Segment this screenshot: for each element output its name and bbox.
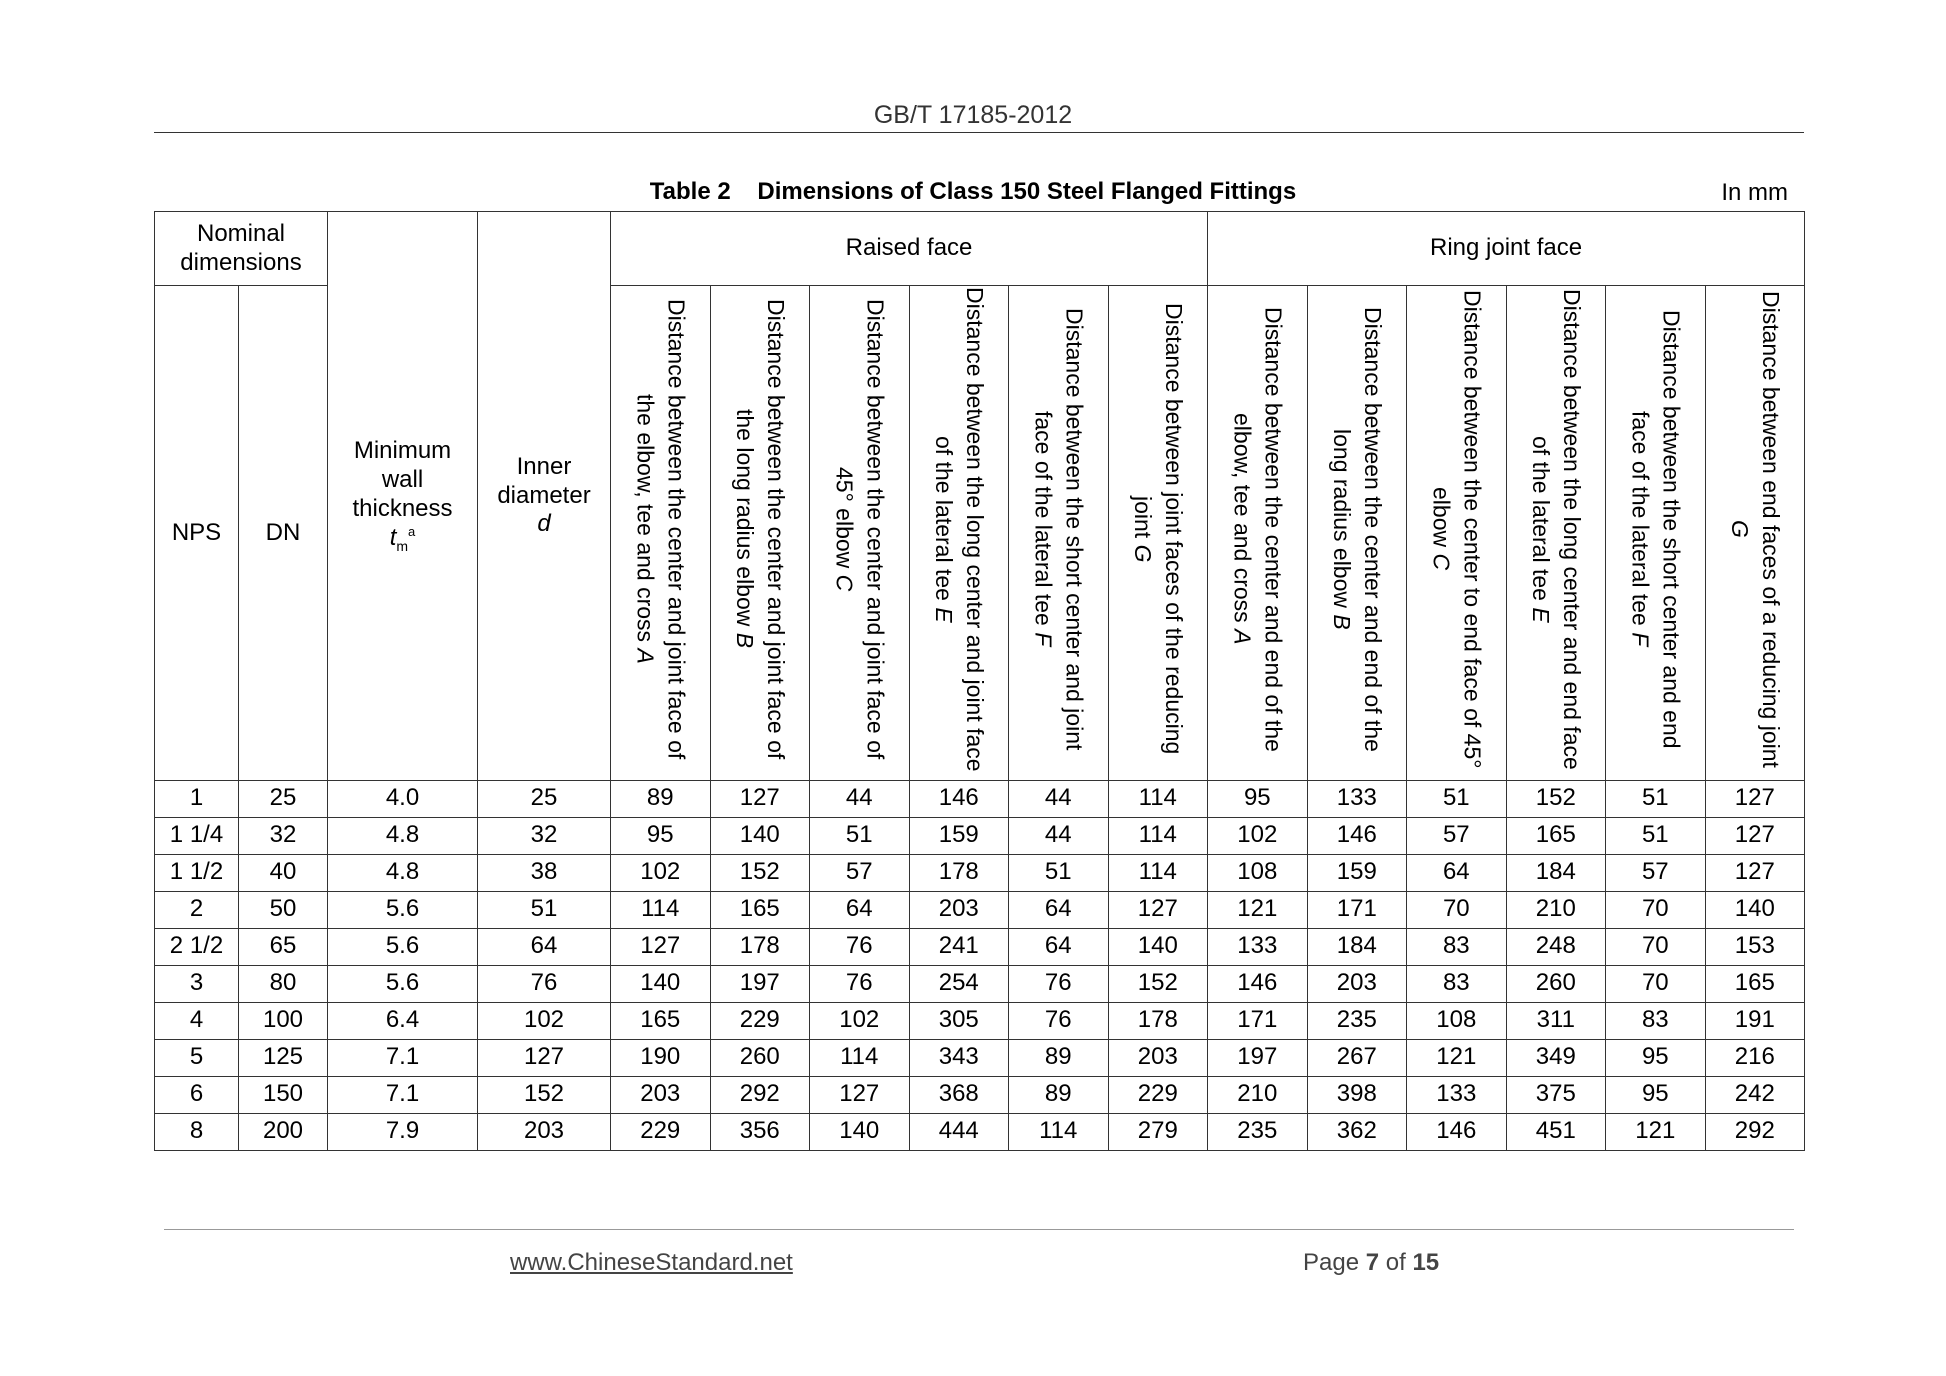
ring-joint-face-header: Ring joint face bbox=[1208, 212, 1805, 286]
raised-col-header: Distance between the center and joint face of 45° elbow C bbox=[810, 286, 910, 781]
table-cell: 368 bbox=[909, 1076, 1009, 1113]
table-cell: 190 bbox=[611, 1039, 711, 1076]
table-cell: 235 bbox=[1208, 1113, 1308, 1150]
table-cell: 260 bbox=[1506, 965, 1606, 1002]
table-cell: 7.1 bbox=[328, 1039, 478, 1076]
table-cell: 51 bbox=[1009, 854, 1109, 891]
table-cell: 248 bbox=[1506, 928, 1606, 965]
table-cell: 127 bbox=[710, 780, 810, 817]
table-cell: 235 bbox=[1307, 1002, 1407, 1039]
table-cell: 216 bbox=[1705, 1039, 1805, 1076]
table-cell: 57 bbox=[810, 854, 910, 891]
table-cell: 89 bbox=[1009, 1039, 1109, 1076]
table-row bbox=[155, 1113, 1805, 1150]
table-cell: 267 bbox=[1307, 1039, 1407, 1076]
table-cell: 5.6 bbox=[328, 928, 478, 965]
table-cell: 57 bbox=[1407, 817, 1507, 854]
header-divider bbox=[154, 132, 1804, 133]
table-cell: 159 bbox=[1307, 854, 1407, 891]
table-cell: 229 bbox=[611, 1113, 711, 1150]
table-cell: 165 bbox=[611, 1002, 711, 1039]
table-cell: 292 bbox=[1705, 1113, 1805, 1150]
table-cell: 95 bbox=[1606, 1076, 1706, 1113]
table-cell: 114 bbox=[1009, 1113, 1109, 1150]
table-cell: 229 bbox=[710, 1002, 810, 1039]
table-cell: 83 bbox=[1606, 1002, 1706, 1039]
table-cell: 6 bbox=[155, 1076, 239, 1113]
table-cell: 95 bbox=[1208, 780, 1308, 817]
table-cell: 159 bbox=[909, 817, 1009, 854]
table-cell: 171 bbox=[1307, 891, 1407, 928]
table-cell: 95 bbox=[1606, 1039, 1706, 1076]
table-cell: 165 bbox=[1506, 817, 1606, 854]
table-cell: 127 bbox=[1705, 780, 1805, 817]
table-cell: 4.8 bbox=[328, 854, 478, 891]
table-row bbox=[155, 1002, 1805, 1039]
table-cell: 349 bbox=[1506, 1039, 1606, 1076]
table-row bbox=[155, 780, 1805, 817]
table-cell: 398 bbox=[1307, 1076, 1407, 1113]
table-cell: 229 bbox=[1108, 1076, 1208, 1113]
table-cell: 1 bbox=[155, 780, 239, 817]
raised-col-header: Distance between the short center and joint face of the lateral tee F bbox=[1009, 286, 1109, 781]
table-cell: 152 bbox=[478, 1076, 611, 1113]
ring-col-header: Distance between end faces of a reducing joint G bbox=[1705, 286, 1805, 781]
table-cell: 292 bbox=[710, 1076, 810, 1113]
table-cell: 178 bbox=[1108, 1002, 1208, 1039]
table-cell: 83 bbox=[1407, 965, 1507, 1002]
table-cell: 152 bbox=[710, 854, 810, 891]
table-cell: 133 bbox=[1208, 928, 1308, 965]
table-cell: 7.9 bbox=[328, 1113, 478, 1150]
table-row bbox=[155, 891, 1805, 928]
table-cell: 178 bbox=[909, 854, 1009, 891]
table-cell: 1 1/2 bbox=[155, 854, 239, 891]
table-cell: 254 bbox=[909, 965, 1009, 1002]
table-cell: 25 bbox=[239, 780, 328, 817]
table-cell: 114 bbox=[1108, 780, 1208, 817]
table-cell: 50 bbox=[239, 891, 328, 928]
table-cell: 200 bbox=[239, 1113, 328, 1150]
table-cell: 121 bbox=[1606, 1113, 1706, 1150]
table-cell: 7.1 bbox=[328, 1076, 478, 1113]
table-cell: 152 bbox=[1108, 965, 1208, 1002]
table-cell: 108 bbox=[1407, 1002, 1507, 1039]
table-cell: 89 bbox=[611, 780, 711, 817]
min-wall-thickness-header: Minimum wall thickness $t_m^a$ bbox=[328, 212, 478, 781]
table-cell: 242 bbox=[1705, 1076, 1805, 1113]
table-cell: 279 bbox=[1108, 1113, 1208, 1150]
table-row bbox=[155, 1076, 1805, 1113]
footer-divider bbox=[164, 1229, 1794, 1230]
table-cell: 140 bbox=[1108, 928, 1208, 965]
table-cell: 2 bbox=[155, 891, 239, 928]
table-cell: 25 bbox=[478, 780, 611, 817]
table-cell: 51 bbox=[478, 891, 611, 928]
table-cell: 146 bbox=[1307, 817, 1407, 854]
table-cell: 133 bbox=[1407, 1076, 1507, 1113]
table-cell: 6.4 bbox=[328, 1002, 478, 1039]
table-cell: 51 bbox=[1606, 780, 1706, 817]
table-cell: 133 bbox=[1307, 780, 1407, 817]
table-cell: 140 bbox=[710, 817, 810, 854]
table-cell: 70 bbox=[1606, 965, 1706, 1002]
table-cell: 203 bbox=[1108, 1039, 1208, 1076]
table-cell: 191 bbox=[1705, 1002, 1805, 1039]
table-row bbox=[155, 965, 1805, 1002]
table-cell: 203 bbox=[611, 1076, 711, 1113]
raised-col-header: Distance between the long center and joint face of the lateral tee E bbox=[909, 286, 1009, 781]
table-cell: 178 bbox=[710, 928, 810, 965]
table-cell: 64 bbox=[810, 891, 910, 928]
table-cell: 64 bbox=[1407, 854, 1507, 891]
table-cell: 8 bbox=[155, 1113, 239, 1150]
table-cell: 184 bbox=[1506, 854, 1606, 891]
table-cell: 114 bbox=[1108, 854, 1208, 891]
table-cell: 140 bbox=[1705, 891, 1805, 928]
table-cell: 70 bbox=[1606, 928, 1706, 965]
table-cell: 76 bbox=[810, 928, 910, 965]
dn-header: DN bbox=[239, 286, 328, 781]
table-cell: 51 bbox=[810, 817, 910, 854]
table-cell: 64 bbox=[1009, 928, 1109, 965]
table-cell: 108 bbox=[1208, 854, 1308, 891]
table-cell: 70 bbox=[1407, 891, 1507, 928]
ring-col-header: Distance between the center and end of the elbow, tee and cross A bbox=[1208, 286, 1308, 781]
ring-col-header: Distance between the center to end face of 45° elbow C bbox=[1407, 286, 1507, 781]
table-cell: 102 bbox=[478, 1002, 611, 1039]
table-cell: 165 bbox=[1705, 965, 1805, 1002]
table-cell: 2 1/2 bbox=[155, 928, 239, 965]
table-cell: 51 bbox=[1407, 780, 1507, 817]
table-cell: 64 bbox=[478, 928, 611, 965]
website-link[interactable]: www.ChineseStandard.net bbox=[510, 1249, 793, 1276]
table-cell: 171 bbox=[1208, 1002, 1308, 1039]
table-cell: 127 bbox=[478, 1039, 611, 1076]
table-cell: 184 bbox=[1307, 928, 1407, 965]
table-cell: 76 bbox=[810, 965, 910, 1002]
table-cell: 38 bbox=[478, 854, 611, 891]
nps-header: NPS bbox=[155, 286, 239, 781]
table-cell: 89 bbox=[1009, 1076, 1109, 1113]
ring-col-header: Distance between the center and end of the long radius elbow B bbox=[1307, 286, 1407, 781]
table-cell: 4.0 bbox=[328, 780, 478, 817]
page-indicator: Page 7 of 15 bbox=[1303, 1249, 1440, 1276]
table-cell: 40 bbox=[239, 854, 328, 891]
table-cell: 32 bbox=[239, 817, 328, 854]
table-cell: 150 bbox=[239, 1076, 328, 1113]
table-cell: 210 bbox=[1506, 891, 1606, 928]
table-cell: 76 bbox=[1009, 965, 1109, 1002]
table-cell: 197 bbox=[1208, 1039, 1308, 1076]
table-cell: 5.6 bbox=[328, 891, 478, 928]
table-cell: 76 bbox=[478, 965, 611, 1002]
table-row bbox=[155, 817, 1805, 854]
table-cell: 65 bbox=[239, 928, 328, 965]
table-cell: 210 bbox=[1208, 1076, 1308, 1113]
table-cell: 203 bbox=[909, 891, 1009, 928]
table-title: Table 2 Dimensions of Class 150 Steel Flanged Fittings bbox=[649, 178, 1297, 205]
table-cell: 362 bbox=[1307, 1113, 1407, 1150]
table-cell: 146 bbox=[909, 780, 1009, 817]
table-cell: 102 bbox=[611, 854, 711, 891]
table-cell: 5.6 bbox=[328, 965, 478, 1002]
table-cell: 140 bbox=[611, 965, 711, 1002]
table-cell: 146 bbox=[1208, 965, 1308, 1002]
unit-label: In mm bbox=[1721, 179, 1788, 206]
table-cell: 146 bbox=[1407, 1113, 1507, 1150]
table-cell: 51 bbox=[1606, 817, 1706, 854]
table-cell: 127 bbox=[1705, 817, 1805, 854]
table-cell: 32 bbox=[478, 817, 611, 854]
table-row bbox=[155, 854, 1805, 891]
table-cell: 444 bbox=[909, 1113, 1009, 1150]
ring-col-header: Distance between the short center and end face of the lateral tee F bbox=[1606, 286, 1706, 781]
table-cell: 152 bbox=[1506, 780, 1606, 817]
table-cell: 76 bbox=[1009, 1002, 1109, 1039]
table-cell: 114 bbox=[611, 891, 711, 928]
table-cell: 197 bbox=[710, 965, 810, 1002]
table-cell: 140 bbox=[810, 1113, 910, 1150]
raised-col-header: Distance between the center and joint face of the long radius elbow B bbox=[710, 286, 810, 781]
table-cell: 5 bbox=[155, 1039, 239, 1076]
table-cell: 95 bbox=[611, 817, 711, 854]
table-cell: 70 bbox=[1606, 891, 1706, 928]
table-cell: 127 bbox=[611, 928, 711, 965]
table-cell: 44 bbox=[1009, 780, 1109, 817]
table-cell: 114 bbox=[1108, 817, 1208, 854]
standard-number: GB/T 17185-2012 bbox=[873, 101, 1073, 129]
table-cell: 153 bbox=[1705, 928, 1805, 965]
raised-col-header: Distance between the center and joint face of the elbow, tee and cross A bbox=[611, 286, 711, 781]
table-cell: 80 bbox=[239, 965, 328, 1002]
table-cell: 102 bbox=[1208, 817, 1308, 854]
table-cell: 203 bbox=[1307, 965, 1407, 1002]
table-cell: 4 bbox=[155, 1002, 239, 1039]
table-cell: 44 bbox=[810, 780, 910, 817]
table-cell: 44 bbox=[1009, 817, 1109, 854]
table-cell: 125 bbox=[239, 1039, 328, 1076]
table-cell: 64 bbox=[1009, 891, 1109, 928]
table-cell: 83 bbox=[1407, 928, 1507, 965]
raised-face-header: Raised face bbox=[611, 212, 1208, 286]
table-cell: 102 bbox=[810, 1002, 910, 1039]
table-cell: 260 bbox=[710, 1039, 810, 1076]
table-cell: 375 bbox=[1506, 1076, 1606, 1113]
table-cell: 4.8 bbox=[328, 817, 478, 854]
table-cell: 1 1/4 bbox=[155, 817, 239, 854]
dimensions-table bbox=[154, 211, 1805, 1151]
table-cell: 127 bbox=[1108, 891, 1208, 928]
table-cell: 100 bbox=[239, 1002, 328, 1039]
table-row bbox=[155, 1039, 1805, 1076]
table-cell: 311 bbox=[1506, 1002, 1606, 1039]
table-cell: 121 bbox=[1407, 1039, 1507, 1076]
table-cell: 203 bbox=[478, 1113, 611, 1150]
table-cell: 451 bbox=[1506, 1113, 1606, 1150]
raised-col-header: Distance between joint faces of the reducing joint G bbox=[1108, 286, 1208, 781]
table-cell: 343 bbox=[909, 1039, 1009, 1076]
table-cell: 127 bbox=[810, 1076, 910, 1113]
table-cell: 57 bbox=[1606, 854, 1706, 891]
table-cell: 114 bbox=[810, 1039, 910, 1076]
table-row bbox=[155, 928, 1805, 965]
table-cell: 3 bbox=[155, 965, 239, 1002]
table-cell: 121 bbox=[1208, 891, 1308, 928]
table-cell: 356 bbox=[710, 1113, 810, 1150]
inner-diameter-header: Inner diameter d bbox=[478, 212, 611, 781]
ring-col-header: Distance between the long center and end face of the lateral tee E bbox=[1506, 286, 1606, 781]
table-cell: 241 bbox=[909, 928, 1009, 965]
table-cell: 305 bbox=[909, 1002, 1009, 1039]
nominal-dimensions-header: Nominal dimensions bbox=[155, 212, 328, 286]
table-cell: 127 bbox=[1705, 854, 1805, 891]
table-cell: 165 bbox=[710, 891, 810, 928]
